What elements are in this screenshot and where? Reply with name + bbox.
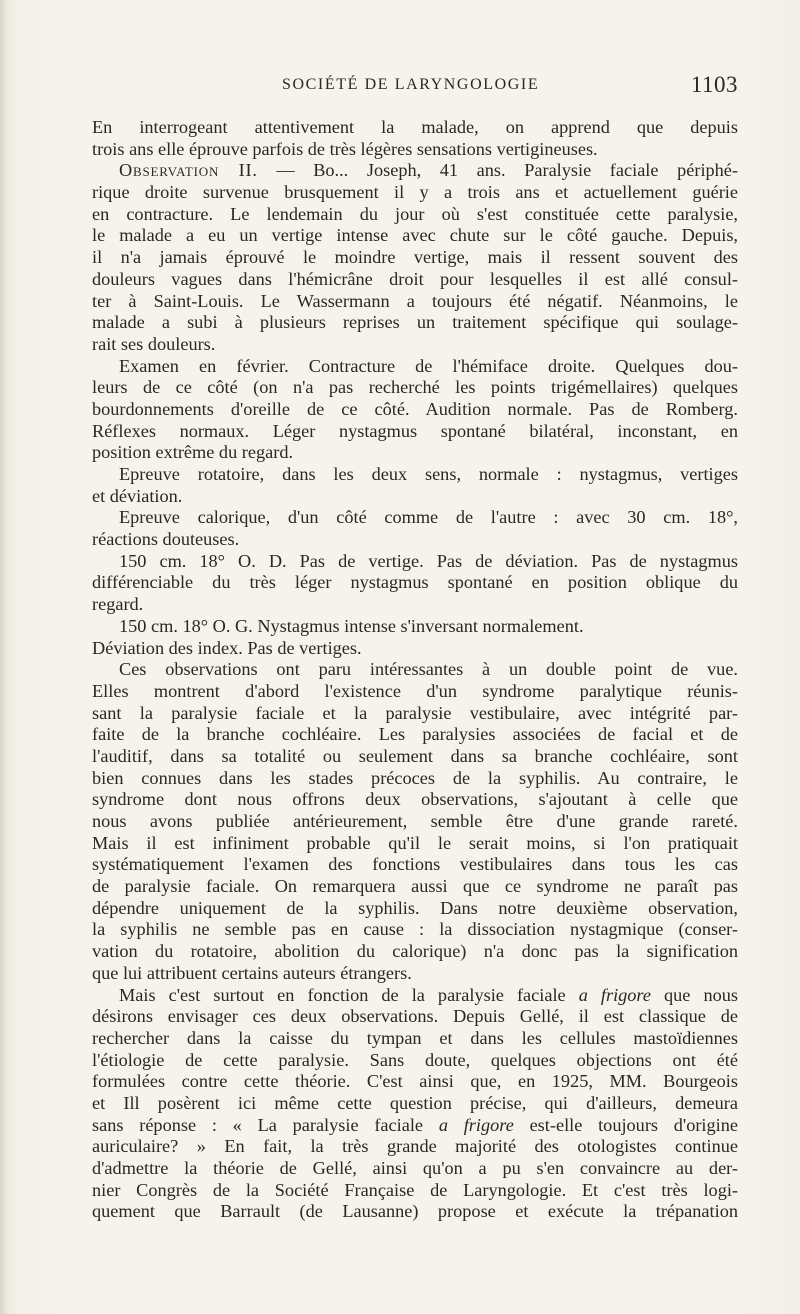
text-fragment: que nous	[650, 984, 738, 1005]
page-number: 1103	[690, 72, 738, 97]
text-line: l'auditif, dans sa totalité ou seulement dans sa branche cochléaire, sont	[92, 745, 738, 766]
text-line: en contracture. Le lendemain du jour où s'est constituée cette paralysie,	[92, 203, 738, 224]
observation-heading: Observation II.	[119, 160, 258, 181]
text-line: bien connues dans les stades précoces de la syphilis. Au contraire, le	[92, 767, 738, 788]
text-line: l'étiologie de cette paralysie. Sans doute, quelques objections ont été	[92, 1049, 738, 1070]
text-line: Elles montrent d'abord l'existence d'un syndrome paralytique réunis-	[92, 680, 738, 701]
text-line: vation du rotatoire, abolition du calorique) n'a donc pas la signification	[92, 941, 738, 962]
page-binding-edge	[0, 0, 8, 1314]
text-line: le malade a eu un vertige intense avec chute sur le côté gauche. Depuis,	[92, 225, 738, 246]
text-line: de paralysie faciale. On remarquera aussi que ce syndrome ne paraît pas	[92, 876, 738, 897]
text-line: douleurs vagues dans l'hémicrâne droit pour lesquelles il est allé consul-	[92, 268, 738, 289]
text-fragment: sans réponse : « La paralysie faciale	[92, 1114, 424, 1135]
text-fragment: — Bo... Joseph, 41 ans. Paralysie faciale périphé-	[257, 160, 738, 181]
text-line: Mais il est infiniment probable qu'il le serait moins, si l'on pratiquait	[92, 832, 738, 853]
text-line: systématiquement l'examen des fonctions vestibulaires dans tous les cas	[92, 854, 738, 875]
text-line	[92, 985, 738, 1007]
text-line: position extrême du regard.	[92, 442, 294, 463]
text-line: rait ses douleurs.	[92, 333, 216, 354]
text-line: trois ans elle éprouve parfois de très légères sensations vertigineuses.	[92, 138, 598, 159]
text-line: et Ill posèrent ici même cette question précise, qui d'ailleurs, demeura	[92, 1092, 738, 1113]
text-line: Ces observations ont paru intéressantes à un double point de vue.	[119, 659, 738, 680]
text-line: Déviation des index. Pas de vertiges.	[92, 637, 362, 658]
text-line: Réflexes normaux. Léger nystagmus spontané bilatéral, inconstant, en	[92, 420, 738, 441]
text-line: leurs de ce côté (on n'a pas recherché les points trigémellaires) quelques	[92, 377, 738, 398]
text-line: ter à Saint-Louis. Le Wassermann a toujours été négatif. Néanmoins, le	[92, 290, 738, 311]
text-line: syndrome dont nous offrons deux observations, s'ajoutant à celle que	[92, 789, 738, 810]
italic-term: a frigore	[438, 1114, 514, 1135]
text-line: nous avons publiée antérieurement, semble être d'une grande rareté.	[92, 811, 738, 831]
text-line: rique droite survenue brusquement il y a trois ans et actuellement guérie	[92, 182, 738, 203]
text-line: En interrogeant attentivement la malade, on apprend que depuis	[92, 117, 738, 137]
text-line: désirons envisager ces deux observations. Depuis Gellé, il est classique de	[92, 1006, 738, 1027]
text-line: sant la paralysie faciale et la paralysie vestibulaire, avec intégrité par-	[92, 702, 738, 723]
text-line: auriculaire? » En fait, la très grande majorité des otologistes continue	[92, 1136, 738, 1157]
text-line: bourdonnements d'oreille de ce côté. Audition normale. Pas de Romberg.	[92, 398, 738, 419]
text-line: la syphilis ne semble pas en cause : la dissociation nystagmique (conser-	[92, 919, 738, 940]
text-line: Epreuve calorique, d'un côté comme de l'autre : avec 30 cm. 18°,	[119, 507, 738, 528]
text-line: différenciable du très léger nystagmus spontané en position oblique du	[92, 572, 738, 593]
text-fragment: Mais c'est surtout en fonction de la paralysie faciale	[119, 984, 566, 1005]
running-title: SOCIÉTÉ DE LARYNGOLOGIE	[282, 76, 540, 93]
text-fragment: est-elle toujours d'origine	[513, 1114, 738, 1135]
text-line	[92, 160, 738, 182]
italic-term: a frigore	[578, 984, 651, 1005]
text-line: Examen en février. Contracture de l'hémiface droite. Quelques dou-	[119, 355, 738, 376]
text-line: rechercher dans la caisse du tympan et dans les cellules mastoïdiennes	[92, 1027, 738, 1048]
text-line: dépendre uniquement de la syphilis. Dans notre deuxième observation,	[92, 897, 738, 918]
text-line: et déviation.	[92, 485, 183, 506]
text-line: regard.	[92, 594, 144, 615]
text-line: formulées contre cette théorie. C'est ainsi que, en 1925, MM. Bourgeois	[92, 1071, 738, 1092]
page-header	[92, 74, 738, 102]
text-line: que lui attribuent certains auteurs étrangers.	[92, 962, 412, 983]
text-line: 150 cm. 18° O. D. Pas de vertige. Pas de déviation. Pas de nystagmus	[119, 550, 738, 571]
text-line: faite de la branche cochléaire. Les paralysies associées de facial et de	[92, 724, 738, 745]
text-line: réactions douteuses.	[92, 529, 240, 550]
text-line	[92, 1115, 738, 1137]
text-line: quement que Barrault (de Lausanne) propose et exécute la trépanation	[92, 1201, 738, 1222]
body-text	[92, 117, 738, 1223]
text-line: il n'a jamais éprouvé le moindre vertige, mais il ressent souvent des	[92, 247, 738, 268]
text-line: nier Congrès de la Société Française de Laryngologie. Et c'est très logi-	[92, 1179, 738, 1200]
text-line: Epreuve rotatoire, dans les deux sens, normale : nystagmus, vertiges	[119, 464, 738, 484]
text-line: malade a subi à plusieurs reprises un traitement spécifique qui soulage-	[92, 312, 738, 333]
text-line: d'admettre la théorie de Gellé, ainsi qu'on a pu s'en convaincre au der-	[92, 1158, 738, 1178]
text-line: 150 cm. 18° O. G. Nystagmus intense s'inversant normalement.	[119, 615, 584, 636]
